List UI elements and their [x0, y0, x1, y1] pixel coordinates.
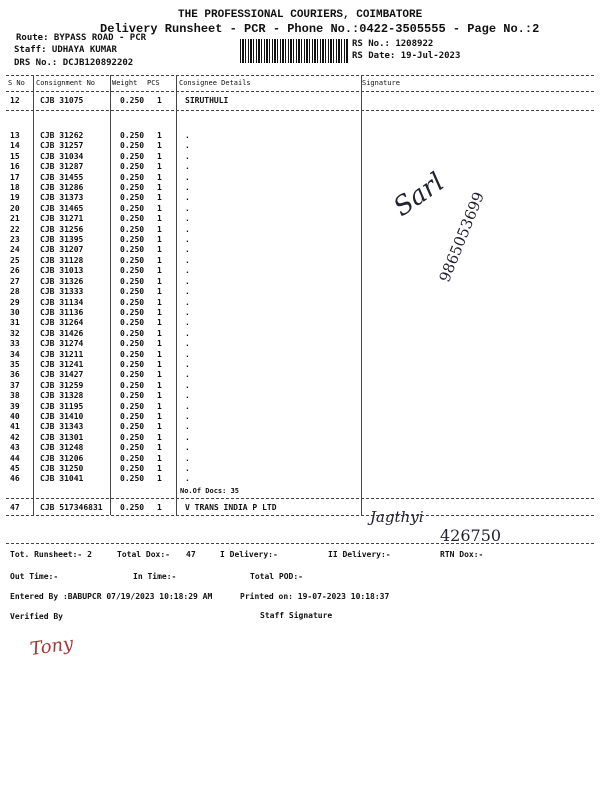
row-consignment: CJB 31426 — [40, 328, 84, 338]
row-sno: 29 — [10, 297, 20, 307]
row-consignee: . — [185, 141, 190, 151]
table-row — [6, 266, 365, 276]
header-bottom-rule — [6, 91, 594, 92]
row-consignee: . — [185, 443, 190, 453]
table-row — [6, 183, 365, 193]
row-sno: 38 — [10, 391, 20, 401]
row-pcs: 1 — [157, 141, 162, 151]
table-row — [6, 391, 365, 401]
row-consignee: V TRANS INDIA P LTD — [185, 503, 277, 512]
row-consignee: . — [185, 276, 190, 286]
row-consignee: . — [185, 401, 190, 411]
row-pcs: 1 — [157, 266, 162, 276]
row-consignment: CJB 31250 — [40, 464, 84, 473]
row-pcs: 1 — [157, 370, 162, 380]
row-pcs: 1 — [157, 474, 162, 484]
row-sno: 21 — [10, 214, 20, 224]
row-pcs: 1 — [157, 162, 162, 172]
row-sno: 19 — [10, 193, 20, 203]
ii-delivery: II Delivery:- — [328, 550, 391, 559]
row-pcs: 1 — [157, 172, 162, 182]
row-pcs: 1 — [157, 224, 162, 234]
row-sno: 33 — [10, 339, 20, 349]
row-consignee: . — [185, 172, 190, 182]
row-weight: 0.250 — [120, 464, 145, 473]
row-consignment: CJB 31286 — [40, 183, 84, 193]
row-consignment: CJB 31301 — [40, 432, 84, 442]
no-of-docs: No.Of Docs: 35 — [180, 487, 240, 495]
row-consignee: . — [185, 328, 190, 338]
row-weight: 0.250 — [120, 503, 145, 512]
row-pcs: 1 — [157, 401, 162, 411]
row-consignment: CJB 31211 — [40, 349, 84, 359]
col-signature: Signature — [362, 79, 400, 87]
row-consignment: CJB 31248 — [40, 443, 84, 453]
table-row — [6, 152, 365, 162]
total-dox-label: Total Dox:- — [117, 550, 170, 559]
row-weight: 0.250 — [120, 359, 145, 369]
footer-rule — [6, 543, 594, 544]
row-pcs: 1 — [157, 453, 162, 463]
table-row — [6, 173, 365, 183]
verified-by: Verified By — [10, 612, 63, 621]
row-consignment: CJB 31034 — [40, 151, 84, 161]
row-sno: 34 — [10, 349, 20, 359]
row-consignment: CJB 31128 — [40, 255, 84, 265]
row-consignee: . — [185, 307, 190, 317]
consignment-table — [6, 131, 365, 485]
in-time: In Time:- — [133, 572, 177, 581]
row-sno: 30 — [10, 307, 20, 317]
row-sno: 46 — [10, 474, 20, 484]
row-consignment: CJB 31262 — [40, 131, 84, 140]
table-row — [6, 204, 365, 214]
row-consignment: CJB 31206 — [40, 453, 84, 463]
row-consignment: CJB 31241 — [40, 359, 84, 369]
row-consignee: . — [185, 391, 190, 401]
row-consignment: CJB 31287 — [40, 162, 84, 172]
col-consignee: Consignee Details — [179, 79, 251, 87]
table-row — [6, 360, 365, 370]
row-sno: 25 — [10, 255, 20, 265]
table-row — [6, 235, 365, 245]
row-weight: 0.250 — [120, 183, 145, 193]
table-row — [6, 443, 365, 453]
row-consignment: CJB 31075 — [40, 96, 84, 105]
row-pcs: 1 — [157, 432, 162, 442]
row-consignment: CJB 31136 — [40, 307, 84, 317]
out-time: Out Time:- — [10, 572, 59, 581]
table-row — [6, 225, 365, 235]
row-weight: 0.250 — [120, 349, 145, 359]
row-sno: 31 — [10, 318, 20, 328]
row-pcs: 1 — [157, 318, 162, 328]
handwritten-phone: 9865053699 — [435, 189, 488, 285]
row-consignment: CJB 31274 — [40, 339, 84, 349]
table-row — [6, 454, 365, 464]
row-weight: 0.250 — [120, 151, 145, 161]
row-weight: 0.250 — [120, 474, 145, 484]
row-sno: 35 — [10, 359, 20, 369]
staff: Staff: UDHAYA KUMAR — [14, 45, 117, 55]
company-name: THE PROFESSIONAL COURIERS, COIMBATORE — [178, 9, 423, 21]
table-row — [6, 381, 365, 391]
row-consignee: . — [185, 297, 190, 307]
row-sno: 41 — [10, 422, 20, 432]
header-top-rule — [6, 75, 594, 76]
col-weight: Weight — [112, 79, 138, 87]
row-consignment: CJB 31257 — [40, 141, 84, 151]
table-row — [6, 308, 365, 318]
row-pcs: 1 — [157, 359, 162, 369]
row-consignee: . — [185, 432, 190, 442]
row-weight: 0.250 — [120, 131, 145, 140]
row-consignment: CJB 31195 — [40, 401, 84, 411]
col-consignment: Consignment No — [36, 79, 96, 87]
row-sno: 14 — [10, 141, 20, 151]
row-consignment: CJB 31013 — [40, 266, 84, 276]
table-row — [6, 339, 365, 349]
row-pcs: 1 — [157, 151, 162, 161]
staff-signature: Staff Signature — [260, 611, 333, 620]
row-consignment: CJB 31328 — [40, 391, 84, 401]
row-sno: 26 — [10, 266, 20, 276]
row-pcs: 1 — [157, 297, 162, 307]
row-consignee: . — [185, 380, 190, 390]
row-pcs: 1 — [157, 339, 162, 349]
row-consignee: . — [185, 349, 190, 359]
row-sno: 12 — [10, 96, 20, 105]
row-consignee: . — [185, 339, 190, 349]
row-weight: 0.250 — [120, 297, 145, 307]
table-row — [6, 298, 365, 308]
row-consignment: CJB 31256 — [40, 224, 84, 234]
row-sno: 18 — [10, 183, 20, 193]
row-consignment: CJB 31465 — [40, 203, 84, 213]
runsheet-title: Delivery Runsheet - PCR - Phone No.:0422-3505555 - Page No.:2 — [100, 22, 540, 36]
total-pod: Total POD:- — [250, 572, 303, 581]
row-weight: 0.250 — [120, 380, 145, 390]
row-consignee: . — [185, 224, 190, 234]
row-sno: 42 — [10, 432, 20, 442]
row-weight: 0.250 — [120, 401, 145, 411]
row-pcs: 1 — [157, 411, 162, 421]
row-sno: 17 — [10, 172, 20, 182]
rs-number: RS No.: 1208922 — [352, 39, 434, 49]
row-pcs: 1 — [157, 443, 162, 453]
row-weight: 0.250 — [120, 141, 145, 151]
row-weight: 0.250 — [120, 96, 145, 105]
row-pcs: 1 — [157, 349, 162, 359]
row-sno: 37 — [10, 380, 20, 390]
row-sno: 23 — [10, 235, 20, 245]
table-row — [6, 245, 365, 255]
row-sno: 28 — [10, 287, 20, 297]
row-weight: 0.250 — [120, 162, 145, 172]
row-sno: 32 — [10, 328, 20, 338]
signature-1: Sarl — [388, 167, 450, 223]
row-weight: 0.250 — [120, 203, 145, 213]
row-pcs: 1 — [157, 276, 162, 286]
row-weight: 0.250 — [120, 287, 145, 297]
table-row — [6, 256, 365, 266]
row-consignment: CJB 31373 — [40, 193, 84, 203]
row-pcs: 1 — [157, 307, 162, 317]
table-row — [6, 474, 365, 484]
row-consignee: . — [185, 255, 190, 265]
row-pcs: 1 — [157, 255, 162, 265]
row-pcs: 1 — [157, 391, 162, 401]
row-rule — [6, 498, 594, 499]
table-row — [6, 214, 365, 224]
row-pcs: 1 — [157, 131, 162, 140]
row-weight: 0.250 — [120, 255, 145, 265]
row-weight: 0.250 — [120, 266, 145, 276]
row-consignee: . — [185, 474, 190, 484]
row-consignment: CJB 31134 — [40, 297, 84, 307]
first-row-table — [6, 96, 365, 106]
col-sno: S No — [8, 79, 25, 87]
row-weight: 0.250 — [120, 224, 145, 234]
row-weight: 0.250 — [120, 453, 145, 463]
table-row — [6, 141, 365, 151]
table-row — [6, 503, 365, 513]
row-consignee: . — [185, 318, 190, 328]
row-consignment: CJB 31455 — [40, 172, 84, 182]
row-consignment: CJB 31271 — [40, 214, 84, 224]
row-weight: 0.250 — [120, 328, 145, 338]
row-weight: 0.250 — [120, 411, 145, 421]
row-pcs: 1 — [157, 245, 162, 255]
row-pcs: 1 — [157, 380, 162, 390]
row-pcs: 1 — [157, 503, 162, 512]
table-row — [6, 370, 365, 380]
table-row — [6, 277, 365, 287]
row-consignment: CJB 31207 — [40, 245, 84, 255]
row-weight: 0.250 — [120, 307, 145, 317]
row-consignee: . — [185, 214, 190, 224]
row-consignment: CJB 31259 — [40, 380, 84, 390]
row-consignee: SIRUTHULI — [185, 96, 229, 105]
table-row — [6, 350, 365, 360]
row-sno: 15 — [10, 151, 20, 161]
printed-on: Printed on: 19-07-2023 10:18:37 — [240, 592, 390, 601]
row-weight: 0.250 — [120, 422, 145, 432]
table-row — [6, 422, 365, 432]
verifier-signature: Tony — [28, 633, 75, 660]
row-consignee: . — [185, 151, 190, 161]
row-consignee: . — [185, 183, 190, 193]
row-pcs: 1 — [157, 287, 162, 297]
row-sno: 27 — [10, 276, 20, 286]
row-weight: 0.250 — [120, 339, 145, 349]
table-row — [6, 402, 365, 412]
table-row — [6, 96, 365, 106]
row-pcs: 1 — [157, 183, 162, 193]
row-weight: 0.250 — [120, 391, 145, 401]
table-row — [6, 162, 365, 172]
rs-date: RS Date: 19-Jul-2023 — [352, 51, 461, 61]
signature-2: Jagthyi — [370, 508, 424, 526]
row-rule — [6, 515, 594, 516]
row-weight: 0.250 — [120, 193, 145, 203]
row-pcs: 1 — [157, 464, 162, 473]
table-row — [6, 131, 365, 141]
table-row — [6, 464, 365, 474]
row-consignment: CJB 517346831 — [40, 503, 103, 512]
row-sno: 39 — [10, 401, 20, 411]
drs-number: DRS No.: DCJB120892202 — [14, 58, 134, 68]
row-consignee: . — [185, 235, 190, 245]
row-consignment: CJB 31326 — [40, 276, 84, 286]
row-consignee: . — [185, 359, 190, 369]
row-sno: 44 — [10, 453, 20, 463]
table-row — [6, 193, 365, 203]
row-consignment: CJB 31395 — [40, 235, 84, 245]
i-delivery: I Delivery:- — [220, 550, 278, 559]
row-consignee: . — [185, 287, 190, 297]
row-consignment: CJB 31264 — [40, 318, 84, 328]
row-consignee: . — [185, 162, 190, 172]
table-row — [6, 318, 365, 328]
handwritten-number: 426750 — [440, 526, 502, 545]
row-consignee: . — [185, 245, 190, 255]
barcode — [240, 39, 348, 63]
row-sno: 36 — [10, 370, 20, 380]
table-row — [6, 433, 365, 443]
row-consignee: . — [185, 266, 190, 276]
row-weight: 0.250 — [120, 214, 145, 224]
row-pcs: 1 — [157, 203, 162, 213]
table-row — [6, 412, 365, 422]
row-sno: 45 — [10, 464, 20, 473]
row-pcs: 1 — [157, 214, 162, 224]
row-consignment: CJB 31427 — [40, 370, 84, 380]
row-consignment: CJB 31410 — [40, 411, 84, 421]
total-dox-value: 47 — [186, 550, 196, 559]
row-sno: 20 — [10, 203, 20, 213]
row-consignment: CJB 31041 — [40, 474, 84, 484]
row-sno: 43 — [10, 443, 20, 453]
row-weight: 0.250 — [120, 276, 145, 286]
table-row — [6, 287, 365, 297]
row-weight: 0.250 — [120, 318, 145, 328]
row-weight: 0.250 — [120, 172, 145, 182]
row-consignee: . — [185, 203, 190, 213]
row-sno: 13 — [10, 131, 20, 140]
row-weight: 0.250 — [120, 245, 145, 255]
row-sno: 16 — [10, 162, 20, 172]
col-pcs: PCS — [147, 79, 160, 87]
row-weight: 0.250 — [120, 235, 145, 245]
row-sno: 47 — [10, 503, 20, 512]
row-consignment: CJB 31343 — [40, 422, 84, 432]
row-pcs: 1 — [157, 235, 162, 245]
row-sno: 24 — [10, 245, 20, 255]
row-weight: 0.250 — [120, 432, 145, 442]
row-sno: 40 — [10, 411, 20, 421]
row-pcs: 1 — [157, 328, 162, 338]
row-weight: 0.250 — [120, 443, 145, 453]
rtn-dox: RTN Dox:- — [440, 550, 484, 559]
row-consignee: . — [185, 422, 190, 432]
last-row-table — [6, 503, 365, 513]
entered-by: Entered By :BABUPCR 07/19/2023 10:18:29 AM — [10, 592, 213, 601]
table-row — [6, 329, 365, 339]
row-sno: 22 — [10, 224, 20, 234]
row-weight: 0.250 — [120, 370, 145, 380]
tot-runsheet: Tot. Runsheet:- 2 — [10, 550, 92, 559]
row-consignee: . — [185, 370, 190, 380]
row-consignee: . — [185, 411, 190, 421]
row-consignee: . — [185, 131, 190, 140]
row-consignment: CJB 31333 — [40, 287, 84, 297]
row-pcs: 1 — [157, 96, 162, 105]
route: Route: BYPASS ROAD - PCR — [16, 33, 147, 43]
row-rule — [6, 110, 594, 111]
row-consignee: . — [185, 193, 190, 203]
row-consignee: . — [185, 464, 190, 473]
row-pcs: 1 — [157, 422, 162, 432]
row-consignee: . — [185, 453, 190, 463]
row-pcs: 1 — [157, 193, 162, 203]
